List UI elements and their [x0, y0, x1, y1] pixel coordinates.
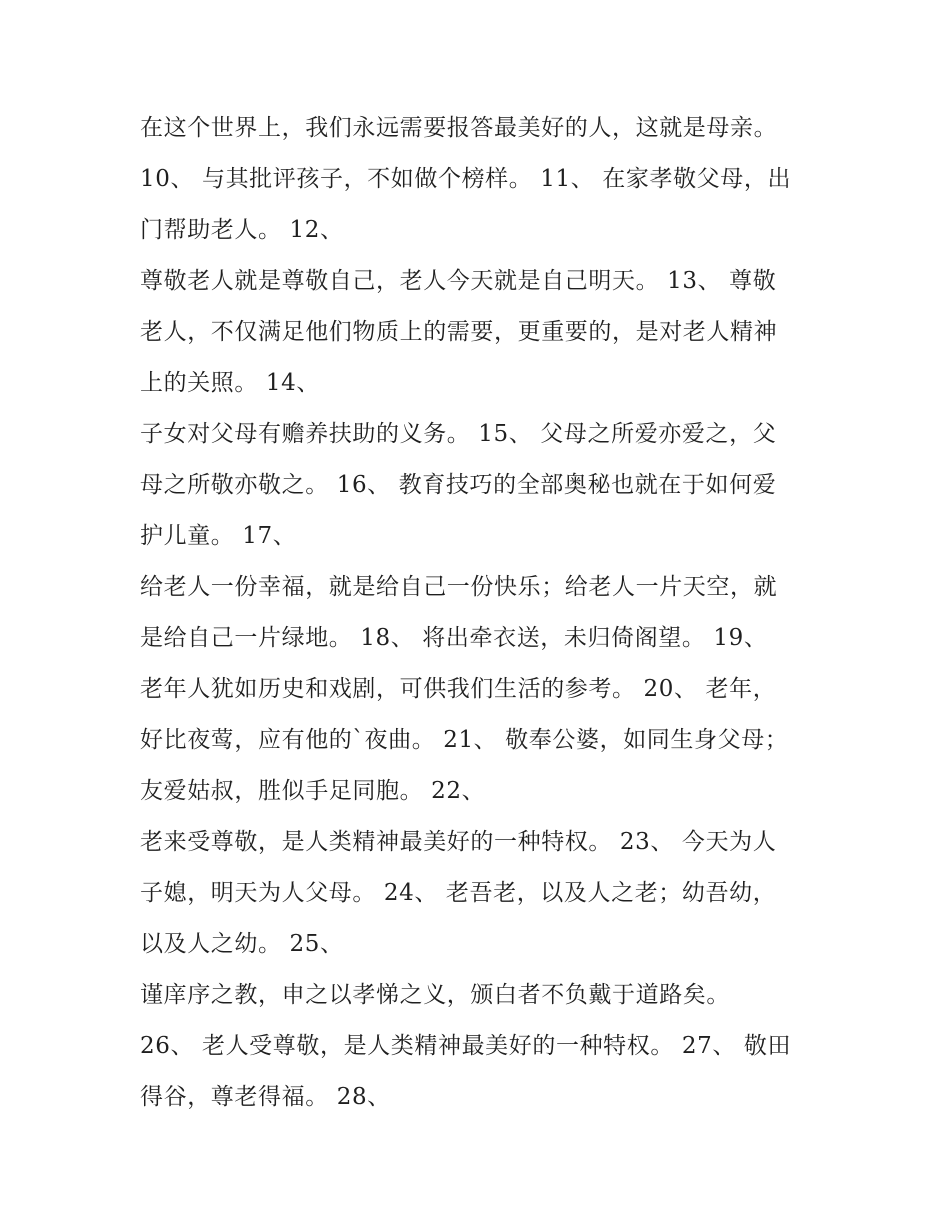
text-line: 好比夜莺，应有他的`夜曲。 21、 敬奉公婆，如同生身父母；	[140, 727, 789, 753]
text-line: 给老人一份幸福，就是给自己一份快乐；给老人一片天空，就	[140, 574, 778, 600]
text-line: 母之所敬亦敬之。 16、 教育技巧的全部奥秘也就在于如何爱	[140, 472, 777, 498]
text-line: 谨庠序之教，申之以孝悌之义，颁白者不负戴于道路矣。	[140, 982, 730, 1008]
text-line: 老来受尊敬，是人类精神最美好的一种特权。 23、 今天为人	[140, 829, 777, 855]
text-line: 友爱姑叔，胜似手足同胞。 22、	[140, 778, 486, 804]
text-line: 子女对父母有赡养扶助的义务。 15、 父母之所爱亦爱之，父	[140, 421, 777, 447]
text-line: 上的关照。 14、	[140, 370, 320, 396]
text-line: 尊敬老人就是尊敬自己，老人今天就是自己明天。 13、 尊敬	[140, 268, 777, 294]
text-line: 老人，不仅满足他们物质上的需要，更重要的，是对老人精神	[140, 319, 778, 345]
text-line: 子媳，明天为人父母。 24、 老吾老，以及人之老；幼吾幼，	[140, 880, 777, 906]
text-line: 10、 与其批评孩子，不如做个榜样。 11、 在家孝敬父母，出	[140, 166, 792, 192]
text-line: 在这个世界上，我们永远需要报答最美好的人，这就是母亲。	[140, 115, 778, 141]
text-line: 老年人犹如历史和戏剧，可供我们生活的参考。 20、 老年，	[140, 676, 777, 702]
text-line: 门帮助老人。 12、	[140, 217, 344, 243]
body-text	[140, 103, 840, 1123]
text-line: 以及人之幼。 25、	[140, 931, 344, 957]
text-line: 26、 老人受尊敬，是人类精神最美好的一种特权。 27、 敬田	[140, 1033, 792, 1059]
text-line: 护儿童。 17、	[140, 523, 297, 549]
text-line: 是给自己一片绿地。 18、 将出牵衣送，未归倚阁望。 19、	[140, 625, 768, 651]
text-line: 得谷，尊老得福。 28、	[140, 1084, 391, 1110]
